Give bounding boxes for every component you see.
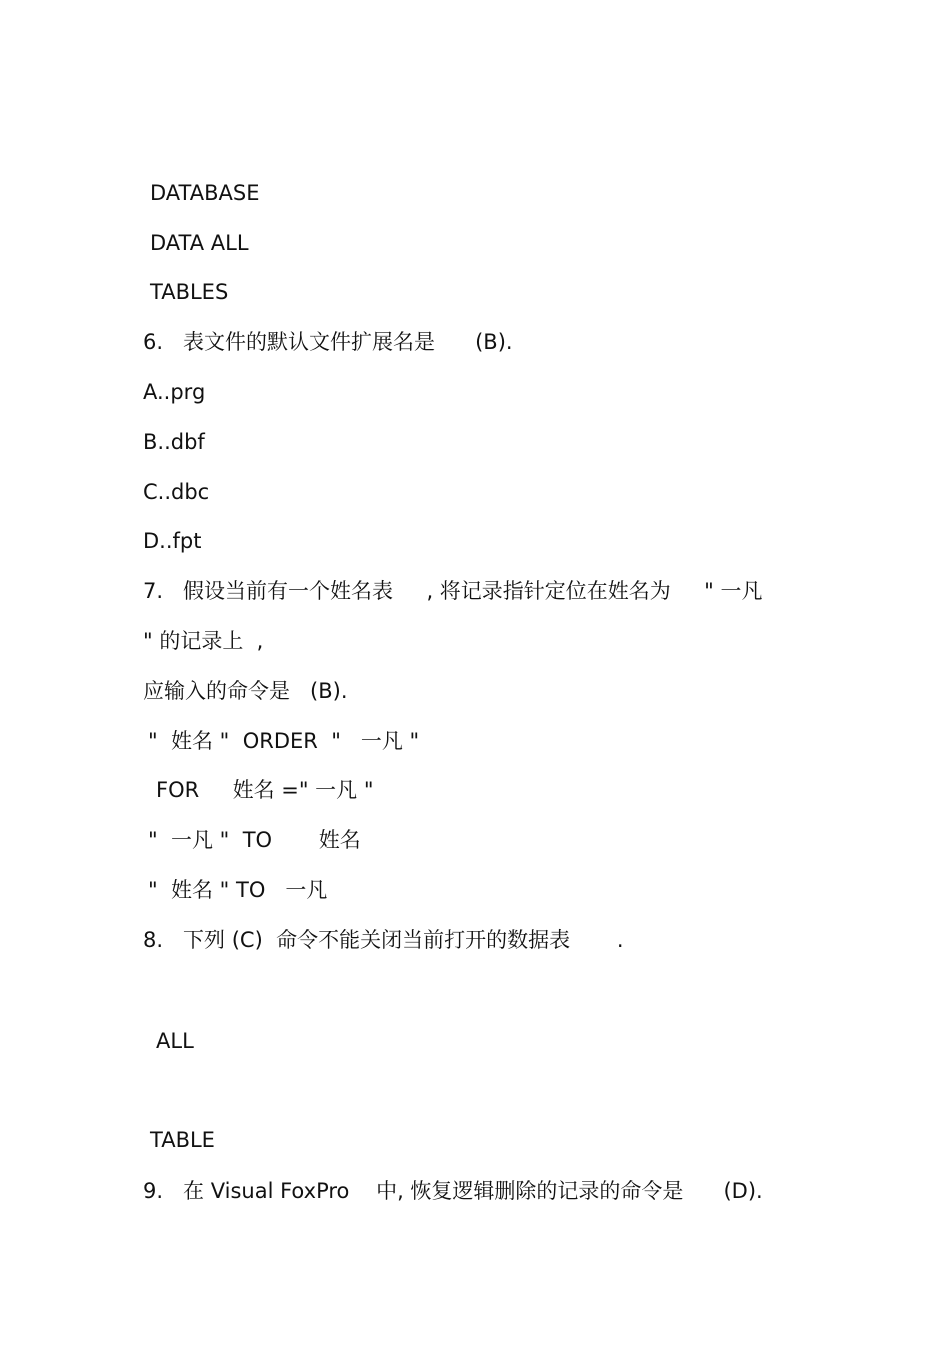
question-6: 6. 表文件的默认文件扩展名是 (B). <box>143 330 513 354</box>
question-6-option-a: A..prg <box>143 380 206 404</box>
question-7-line-2: " 的记录上 , <box>143 629 264 653</box>
question-6-option-d: D..fpt <box>143 529 202 553</box>
question-8: 8. 下列 (C) 命令不能关闭当前打开的数据表 . <box>143 928 624 952</box>
question-7-option-a: " 姓名 " ORDER " 一凡 " <box>148 729 420 753</box>
question-7-option-c: " 一凡 " TO 姓名 <box>148 828 361 852</box>
question-7-option-d: " 姓名 " TO 一凡 <box>148 878 328 902</box>
question-6-option-b: B..dbf <box>143 430 205 454</box>
option-data-all: DATA ALL <box>150 231 249 255</box>
question-9: 9. 在 Visual FoxPro 中, 恢复逻辑删除的记录的命令是 (D). <box>143 1179 763 1203</box>
option-tables: TABLES <box>150 280 229 304</box>
question-8-option-all: ALL <box>156 1029 194 1053</box>
question-7-line-1: 7. 假设当前有一个姓名表 , 将记录指针定位在姓名为 " 一凡 <box>143 579 763 603</box>
question-7-line-3: 应输入的命令是 (B). <box>143 679 348 703</box>
question-6-option-c: C..dbc <box>143 480 210 504</box>
question-8-option-table: TABLE <box>150 1128 215 1152</box>
question-7-option-b: FOR 姓名 =" 一凡 " <box>156 778 374 802</box>
option-database: DATABASE <box>150 181 260 205</box>
